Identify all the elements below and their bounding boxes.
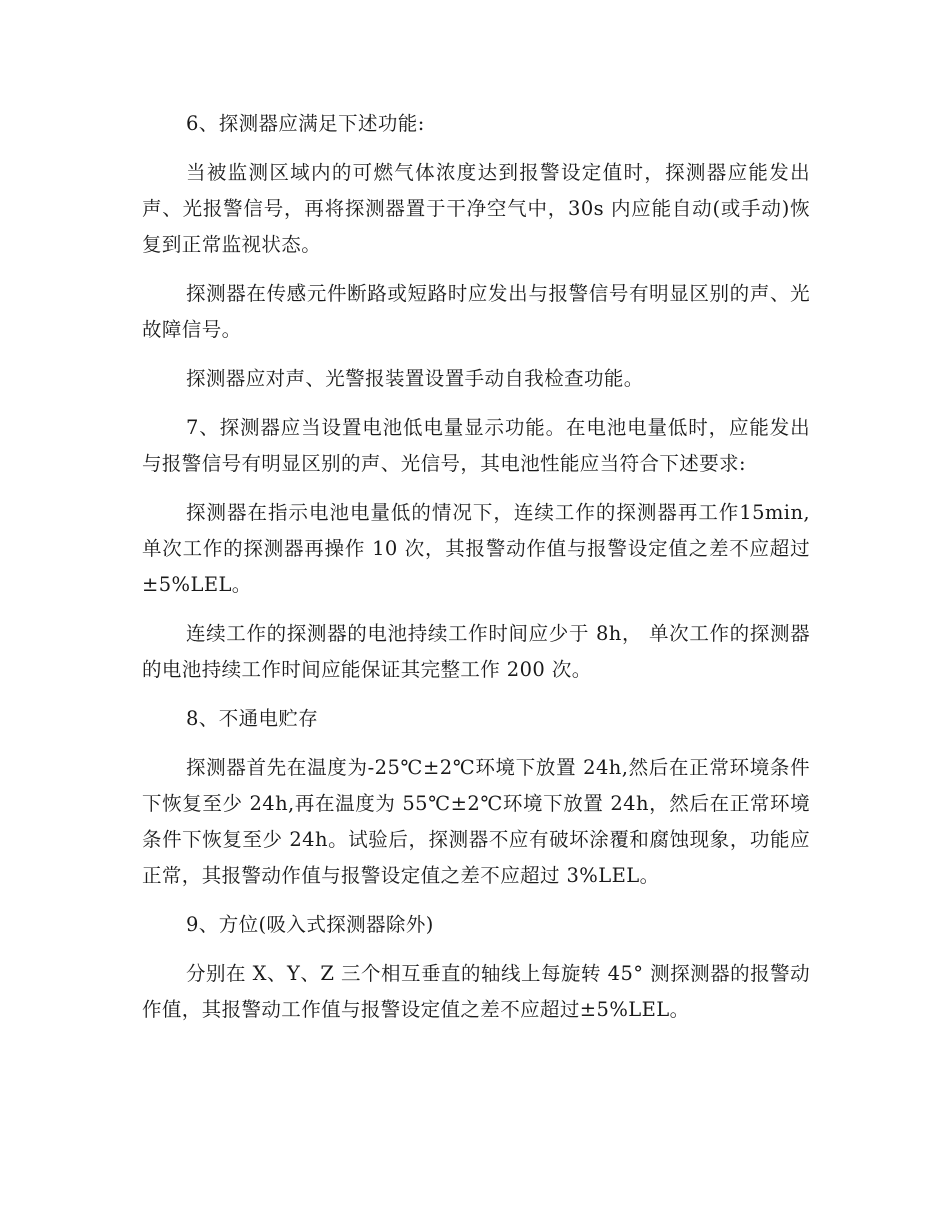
low-battery-paragraph: 探测器在指示电池电量低的情况下，连续工作的探测器再工作15min,单次工作的探测器再操作 10 次，其报警动作值与报警设定值之差不应超过±5%LEL。 bbox=[142, 501, 810, 596]
alarm-signal-paragraph: 当被监测区域内的可燃气体浓度达到报警设定值时，探测器应能发出声、光报警信号，再将探测器置于干净空气中，30s 内应能自动(或手动)恢复到正常监视状态。 bbox=[142, 161, 810, 256]
orientation-test-paragraph: 分别在 X、Y、Z 三个相互垂直的轴线上每旋转 45° 测探测器的报警动作值，其报警动工作值与报警设定值之差不应超过±5%LEL。 bbox=[142, 962, 810, 1021]
battery-duration-paragraph: 连续工作的探测器的电池持续工作时间应少于 8h， 单次工作的探测器的电池持续工作时间应能保证其完整工作 200 次。 bbox=[142, 622, 810, 681]
fault-signal-paragraph: 探测器在传感元件断路或短路时应发出与报警信号有明显区别的声、光故障信号。 bbox=[142, 282, 810, 341]
section-6-heading: 6、探测器应满足下述功能: bbox=[186, 112, 425, 135]
section-8-heading: 8、不通电贮存 bbox=[186, 707, 319, 730]
self-check-paragraph: 探测器应对声、光警报装置设置手动自我检查功能。 bbox=[186, 367, 644, 390]
document-body bbox=[142, 106, 810, 1041]
section-9-heading: 9、方位(吸入式探测器除外) bbox=[186, 913, 434, 936]
storage-test-paragraph: 探测器首先在温度为-25℃±2℃环境下放置 24h,然后在正常环境条件下恢复至少 24h,再在温度为 55℃±2℃环境下放置 24h，然后在正常环境条件下恢复至少 24h。试验后，探测器不应有破坏涂覆和腐蚀现象，功能应正常，其报警动作值与报警设定值之差不应超过 3%LEL。 bbox=[142, 756, 810, 887]
section-7-heading: 7、探测器应当设置电池低电量显示功能。在电池电量低时，应能发出与报警信号有明显区别的声、光信号，其电池性能应当符合下述要求: bbox=[142, 416, 810, 475]
